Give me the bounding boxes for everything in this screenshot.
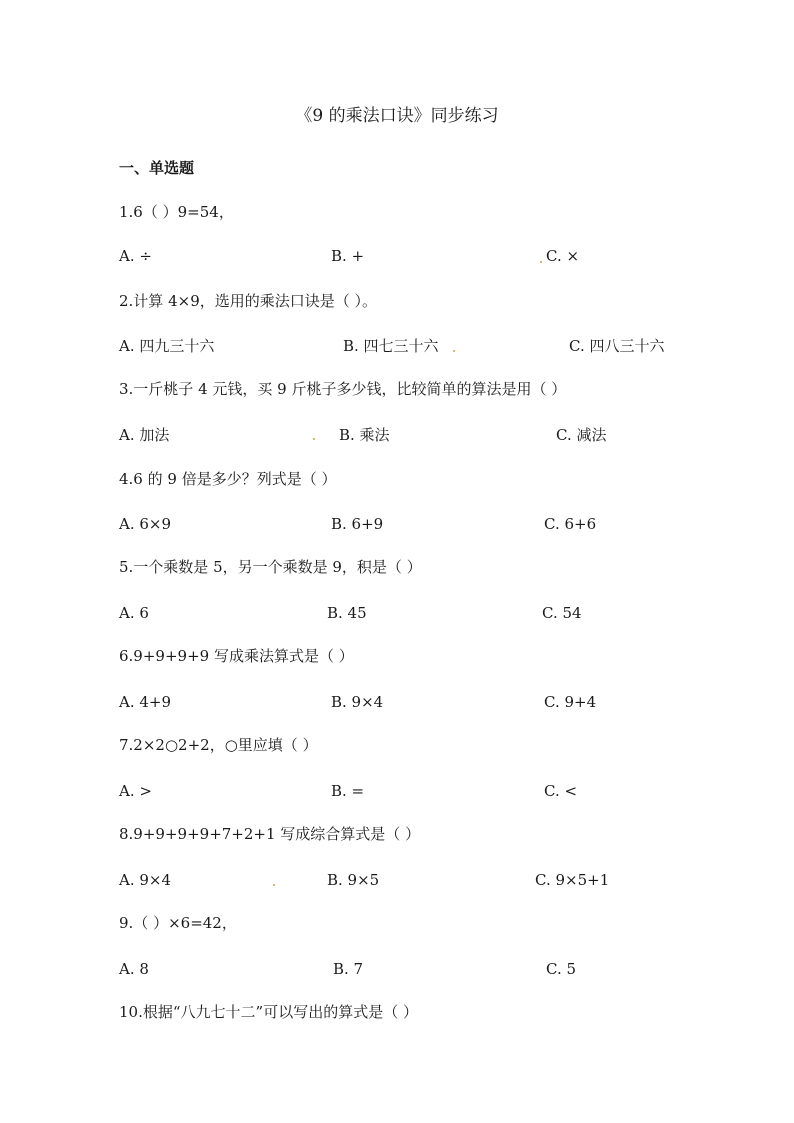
q4-option-a: A. 6×9: [119, 515, 172, 533]
question-5: 5.一个乘数是 5，另一个乘数是 9，积是（ ）: [119, 558, 422, 576]
q5-option-a: A. 6: [119, 604, 149, 622]
q2-option-b: B. 四七三十六: [343, 337, 439, 355]
q8-option-b: B. 9×5: [327, 871, 380, 889]
question-9: 9.（ ）×6=42，: [119, 914, 237, 932]
q5-option-b: B. 45: [327, 604, 367, 622]
question-8: 8.9+9+9+9+7+2+1 写成综合算式是（ ）: [119, 825, 421, 843]
q3-option-b: B. 乘法: [339, 426, 390, 444]
q2-option-a: A. 四九三十六: [119, 337, 215, 355]
scan-dot: [540, 261, 542, 263]
scan-dot: [273, 884, 275, 886]
question-7: 7.2×2○2+2，○里应填（ ）: [119, 736, 318, 754]
q9-option-a: A. 8: [119, 960, 149, 978]
page-title: 《9 的乘法口诀》同步练习: [295, 106, 499, 126]
q4-option-b: B. 6+9: [331, 515, 384, 533]
q3-option-a: A. 加法: [119, 426, 170, 444]
q9-option-c: C. 5: [546, 960, 577, 978]
q6-option-a: A. 4+9: [119, 693, 172, 711]
question-2: 2.计算 4×9，选用的乘法口诀是（ ）。: [119, 292, 378, 310]
q4-option-c: C. 6+6: [544, 515, 597, 533]
q1-option-b: B. +: [331, 247, 365, 265]
q8-option-a: A. 9×4: [119, 871, 172, 889]
question-10: 10.根据“八九七十二”可以写出的算式是（ ）: [119, 1003, 418, 1021]
question-4: 4.6 的 9 倍是多少？列式是（ ）: [119, 470, 337, 488]
section-heading: 一、单选题: [119, 159, 195, 177]
q7-option-c: C. <: [544, 782, 578, 800]
q1-option-c: C. ×: [546, 247, 580, 265]
scan-dot: [313, 438, 315, 440]
q3-option-c: C. 减法: [556, 426, 607, 444]
q6-option-b: B. 9×4: [331, 693, 384, 711]
question-3: 3.一斤桃子 4 元钱，买 9 斤桃子多少钱，比较简单的算法是用（ ）: [119, 380, 567, 398]
q6-option-c: C. 9+4: [544, 693, 597, 711]
q7-option-b: B. =: [331, 782, 365, 800]
scan-dot: [453, 350, 455, 352]
question-1: 1.6（ ）9=54，: [119, 203, 234, 221]
q9-option-b: B. 7: [333, 960, 364, 978]
q8-option-c: C. 9×5+1: [535, 871, 610, 889]
q2-option-c: C. 四八三十六: [569, 337, 665, 355]
question-6: 6.9+9+9+9 写成乘法算式是（ ）: [119, 647, 354, 665]
q5-option-c: C. 54: [542, 604, 582, 622]
q1-option-a: A. ÷: [119, 247, 152, 265]
q7-option-a: A. >: [119, 782, 152, 800]
